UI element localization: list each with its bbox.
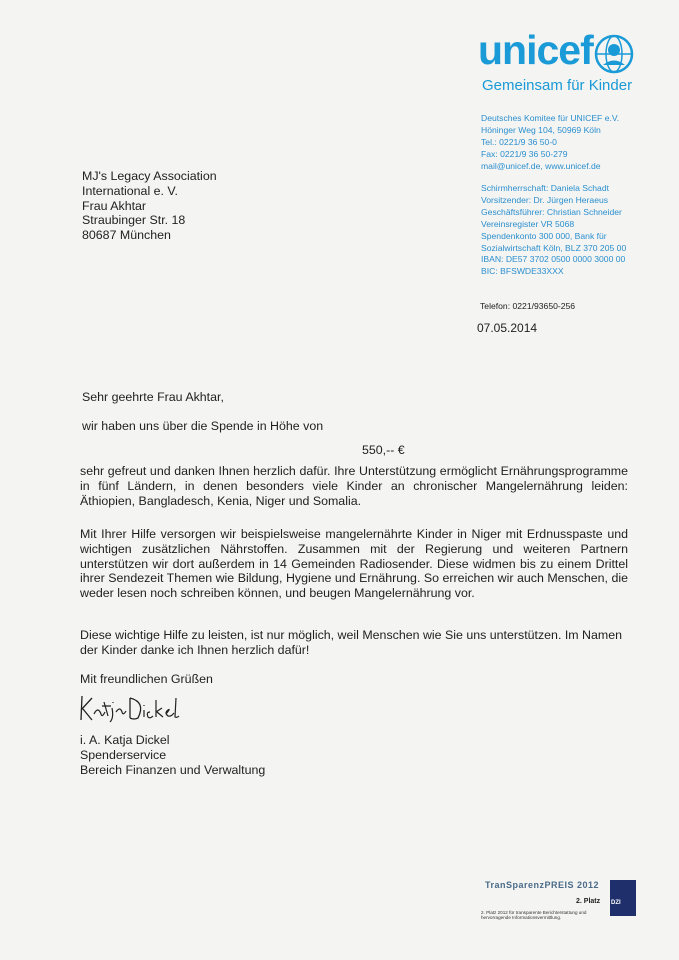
letter-date: 07.05.2014 [477, 321, 538, 335]
handwritten-signature [78, 690, 198, 726]
signer-line: Bereich Finanzen und Verwaltung [80, 762, 266, 777]
detail-line: Schirmherrschaft: Daniela Schadt [481, 183, 610, 193]
award-place: 2. Platz [576, 898, 601, 905]
recipient-line: MJ's Legacy Association [82, 169, 217, 183]
recipient-line: Straubinger Str. 18 [82, 213, 186, 228]
signer-line: i. A. Katja Dickel [80, 733, 170, 747]
recipient-line: International e. V. [82, 183, 178, 198]
paragraph-thanks: sehr gefreut und danken Ihnen herzlich dafür. Ihre Unterstützung ermöglicht Ernährungsprogramme in fünf Ländern, in denen besonders viele Kinder an chronischer Mangelernährung leiden: Äthiopien, Bangladesch, Kenia, Niger und Somalia. [80, 464, 628, 508]
address-line: Fax: 0221/9 36 50-279 [481, 148, 568, 159]
address-line: Tel.: 0221/9 36 50-0 [481, 136, 557, 147]
signer-line: Spenderservice [80, 747, 167, 762]
detail-line: Vereinsregister VR 5068 [481, 218, 575, 229]
address-line: Höninger Weg 104, 50969 Köln [481, 124, 601, 135]
intro-sentence: wir haben uns über die Spende in Höhe von [82, 419, 324, 433]
dzi-seal-label: DZI [611, 900, 621, 906]
detail-line: IBAN: DE57 3702 0500 0000 3000 00 [481, 254, 626, 265]
salutation: Sehr geehrte Frau Akhtar, [82, 390, 224, 404]
recipient-line: Frau Akhtar [82, 198, 147, 213]
recipient-address [82, 169, 217, 243]
unicef-globe-icon [594, 34, 634, 74]
organization-details [481, 183, 626, 278]
unicef-logo-text: unicef [478, 27, 593, 73]
unicef-tagline: Gemeinsam für Kinder [482, 77, 633, 94]
transparency-award-logo: TranSparenzPREIS 2012 [485, 880, 600, 890]
paragraph-closing: Diese wichtige Hilfe zu leisten, ist nur möglich, weil Menschen wie Sie uns unterstützen. Im Namen der Kinder danke ich Ihnen herzlich dafür! [80, 628, 622, 657]
detail-line: Geschäftsführer: Christian Schneider [481, 206, 622, 217]
award-note: 2. Platz 2012 für transparente Berichterstattung und hervorragende Informationsvermittlung. [481, 910, 587, 921]
detail-line: BIC: BFSWDE33XXX [481, 266, 564, 277]
detail-line: Sozialwirtschaft Köln, BLZ 370 205 00 [481, 242, 627, 253]
contact-phone: Telefon: 0221/93650-256 [480, 301, 576, 311]
detail-line: Vorsitzender: Dr. Jürgen Heraeus [481, 194, 609, 205]
detail-line: Spendenkonto 300 000, Bank für [481, 230, 607, 241]
address-line: Deutsches Komitee für UNICEF e.V. [481, 113, 620, 123]
donation-amount: 550,-- € [362, 443, 405, 457]
signer-block [80, 733, 265, 777]
dzi-seal-icon [610, 880, 636, 916]
recipient-line: 80687 München [82, 228, 171, 243]
closing-greeting: Mit freundlichen Grüßen [80, 672, 213, 686]
paragraph-niger: Mit Ihrer Hilfe versorgen wir beispielsweise mangelernährte Kinder in Niger mit Erdnusspaste und wichtigen zusätzlichen Nährstoffen. Zusammen mit der Regierung und weiteren Partnern unterstützen wir dort außerdem in 14 Gemeinden Radiosender. Diese widmen bis zu einem Drittel ihrer Sendezeit Themen wie Bildung, Hygiene und Ernährung. So erreichen wir auch Menschen, die weder lesen noch schreiben können, und beugen Mangelernährung vor. [80, 527, 628, 601]
sender-address [481, 113, 619, 173]
address-line: mail@unicef.de, www.unicef.de [481, 160, 601, 171]
